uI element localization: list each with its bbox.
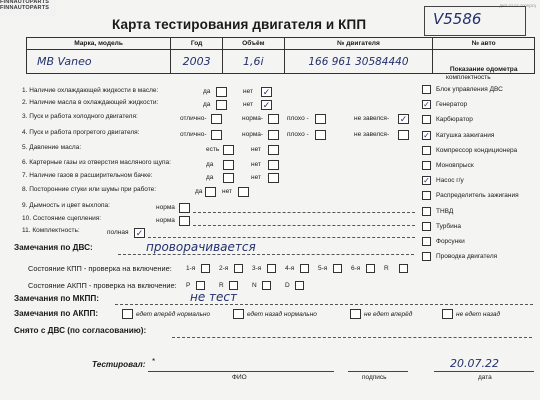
option-label: отлично- xyxy=(180,115,207,122)
question-label: 9. Дымность и цвет выхлопа: xyxy=(22,202,110,209)
gear-checkbox[interactable] xyxy=(267,264,276,273)
akpp-remark-label: едет назад нормально xyxy=(247,311,317,318)
document-code: ДКП-07.07-2009(20) xyxy=(499,3,536,8)
akpp-mode-checkbox[interactable] xyxy=(295,281,304,290)
vehicle-number-box xyxy=(424,6,526,36)
gear-checkbox[interactable] xyxy=(234,264,243,273)
komplekt-item-label: Катушка зажигания xyxy=(436,131,495,139)
option-label: да xyxy=(206,161,214,168)
question-label: 2. Наличие масла в охлаждающей жидкости: xyxy=(22,99,159,106)
option-checkbox[interactable] xyxy=(179,203,190,213)
komplekt-checkbox[interactable] xyxy=(422,207,431,216)
option-label: есть xyxy=(206,146,220,153)
option-checkbox[interactable] xyxy=(238,187,249,197)
value-volume: 1,6i xyxy=(223,50,284,74)
komplekt-checkbox[interactable] xyxy=(422,222,431,231)
komplekt-checkbox[interactable] xyxy=(422,176,431,185)
option-label: да xyxy=(206,174,214,181)
vehicle-header-table xyxy=(26,37,535,74)
value-model: MB Vaneo xyxy=(27,50,171,74)
remarks-engine-handwritten: проворачивается xyxy=(146,240,256,254)
option-label: нет xyxy=(251,146,261,153)
question-label: 8. Посторонние стуки или шумы при работе: xyxy=(22,186,157,193)
akpp-mode-checkbox[interactable] xyxy=(262,281,271,290)
remarks-mkpp-line xyxy=(115,304,533,305)
komplekt-item-label: ТНВД xyxy=(436,207,454,215)
option-label: плохо - xyxy=(287,115,309,122)
option-label: норма xyxy=(156,204,175,211)
date-line xyxy=(434,371,534,372)
remarks-mkpp-handwritten: не тест xyxy=(190,290,238,304)
option-label: да xyxy=(195,188,203,195)
option-label: да xyxy=(203,101,211,108)
option-checkbox[interactable] xyxy=(268,130,279,140)
komplekt-item-label: Проводка двигателя xyxy=(436,253,498,261)
check-mark-icon: ✓ xyxy=(423,100,430,110)
akpp-mode-checkbox[interactable] xyxy=(196,281,205,290)
komplekt-checkbox[interactable] xyxy=(422,131,431,140)
komplekt-checkbox[interactable] xyxy=(422,115,431,124)
answer-line xyxy=(193,225,415,226)
question-label: 3. Пуск и работа холодного двигателя: xyxy=(22,113,138,120)
akpp-remark-label: не едет вперёд xyxy=(364,311,413,318)
company-logo: FINNAUTOPARTS FINNAUTOPARTS xyxy=(0,0,56,16)
option-label: не завелся- xyxy=(354,131,390,138)
form-title: Карта тестирования двигателя и КПП xyxy=(112,17,367,32)
col-header-model: Марка, модель xyxy=(27,38,171,50)
komplekt-checkbox[interactable] xyxy=(422,146,431,155)
gear-label: 2-я xyxy=(219,265,229,272)
fio-label: ФИО xyxy=(232,374,247,381)
option-label: норма- xyxy=(242,115,264,122)
komplekt-checkbox[interactable] xyxy=(422,252,431,261)
option-checkbox[interactable] xyxy=(179,216,190,226)
gear-checkbox[interactable] xyxy=(399,264,408,273)
option-checkbox[interactable] xyxy=(398,114,409,124)
question-label: 7. Наличие газов в расширительном бачке: xyxy=(22,172,153,179)
option-label: да xyxy=(203,88,211,95)
option-label: нет xyxy=(243,88,253,95)
komplekt-item-label: Компрессор кондиционера xyxy=(436,146,518,154)
akpp-remark-checkbox[interactable] xyxy=(350,309,361,319)
gear-label: 5-я xyxy=(318,265,328,272)
removed-from-engine-label: Снято с ДВС (по согласованию): xyxy=(14,326,147,335)
option-label: нет xyxy=(251,161,261,168)
answer-line xyxy=(193,212,415,213)
col-header-odometer: Показание одометра xyxy=(449,66,518,73)
akpp-mode-label: D xyxy=(285,282,290,289)
col-header-vehicle-no: № авто xyxy=(433,38,535,50)
check-mark-icon: ✓ xyxy=(399,114,408,124)
akpp-mode-label: N xyxy=(252,282,257,289)
option-checkbox[interactable] xyxy=(268,160,279,170)
option-checkbox[interactable] xyxy=(211,130,222,140)
akpp-remark-checkbox[interactable] xyxy=(233,309,244,319)
removed-from-engine-line xyxy=(172,337,532,338)
fio-line xyxy=(148,371,334,372)
option-checkbox[interactable] xyxy=(261,100,272,110)
col-header-volume: Объём xyxy=(223,38,284,50)
signature-line xyxy=(348,371,408,372)
komplektnost-title: комплектность xyxy=(446,74,491,81)
option-checkbox[interactable] xyxy=(261,87,272,97)
komplekt-item-label: Распределитель зажигания xyxy=(436,192,519,200)
komplekt-item-label: Насос г/у xyxy=(436,177,464,185)
gear-checkbox[interactable] xyxy=(366,264,375,273)
option-checkbox[interactable] xyxy=(205,187,216,197)
option-checkbox[interactable] xyxy=(223,145,234,155)
gear-label: R xyxy=(384,265,389,272)
check-mark-icon: ✓ xyxy=(135,228,144,238)
option-checkbox[interactable] xyxy=(398,130,409,140)
gear-checkbox[interactable] xyxy=(300,264,309,273)
vehicle-number-handwritten: V5586 xyxy=(433,10,482,28)
option-label: плохо - xyxy=(287,131,309,138)
option-checkbox[interactable] xyxy=(223,173,234,183)
option-checkbox[interactable] xyxy=(315,114,326,124)
option-checkbox[interactable] xyxy=(268,173,279,183)
gear-label: 4-я xyxy=(285,265,295,272)
check-mark-icon: ✓ xyxy=(423,176,430,186)
akpp-mode-label: R xyxy=(219,282,224,289)
option-label: полная xyxy=(107,229,129,236)
option-checkbox[interactable] xyxy=(268,114,279,124)
akpp-label: Состояние АКПП - проверка на включение: xyxy=(28,281,177,290)
akpp-remark-label: не едет назад xyxy=(456,311,501,318)
signature-label: подпись xyxy=(362,374,387,381)
check-mark-icon: ✓ xyxy=(262,100,271,110)
question-label: 10. Состояние сцепления: xyxy=(22,215,102,222)
option-checkbox[interactable] xyxy=(216,100,227,110)
option-label: нет xyxy=(243,101,253,108)
option-checkbox[interactable] xyxy=(211,114,222,124)
footer-star: * xyxy=(152,357,156,366)
akpp-mode-checkbox[interactable] xyxy=(229,281,238,290)
akpp-remark-checkbox[interactable] xyxy=(122,309,133,319)
gear-checkbox[interactable] xyxy=(201,264,210,273)
odometer-cell xyxy=(433,50,535,74)
option-checkbox[interactable] xyxy=(223,160,234,170)
komplekt-item-label: Блок управления ДВС xyxy=(436,86,503,93)
question-label: 1. Наличие охлаждающей жидкости в масле: xyxy=(22,87,159,94)
date-label: дата xyxy=(478,374,492,381)
gear-label: 3-я xyxy=(252,265,262,272)
komplekt-item-label: Моновпрыск xyxy=(436,162,474,169)
option-label: нет xyxy=(251,174,261,181)
remarks-mkpp-label: Замечания по МКПП: xyxy=(14,294,99,303)
komplekt-item-label: Генератор xyxy=(436,101,468,109)
question-label: 11. Комплектность: xyxy=(22,227,80,234)
komplekt-item-label: Карбюратор xyxy=(436,116,473,124)
option-label: норма xyxy=(156,217,175,224)
col-header-engine-no: № двигателя xyxy=(284,38,433,50)
option-checkbox[interactable] xyxy=(268,145,279,155)
check-mark-icon: ✓ xyxy=(423,130,430,140)
option-checkbox[interactable] xyxy=(134,228,145,238)
komplekt-item-label: Турбина xyxy=(436,222,461,230)
komplekt-checkbox[interactable] xyxy=(422,100,431,109)
gear-checkbox[interactable] xyxy=(333,264,342,273)
value-year: 2003 xyxy=(171,50,223,74)
option-checkbox[interactable] xyxy=(216,87,227,97)
akpp-remark-checkbox[interactable] xyxy=(442,309,453,319)
value-engine-no: 166 961 30584440 xyxy=(284,50,433,74)
komplekt-checkbox[interactable] xyxy=(422,85,431,94)
komplekt-item-label: Форсунки xyxy=(436,238,465,245)
kpp-label: Состояние КПП - проверка на включение: xyxy=(28,264,172,273)
answer-line xyxy=(148,237,415,238)
question-label: 6. Картерные газы из отверстия масляного щупа: xyxy=(22,159,171,166)
option-label: отлично- xyxy=(180,131,207,138)
akpp-remark-label: едет вперёд нормально xyxy=(136,311,211,318)
remarks-engine-label: Замечания по ДВС: xyxy=(14,243,93,252)
gear-label: 1-я xyxy=(186,265,196,272)
komplekt-checkbox[interactable] xyxy=(422,237,431,246)
question-label: 5. Давление масла: xyxy=(22,144,82,151)
option-label: нет xyxy=(222,188,232,195)
col-header-year: Год xyxy=(171,38,223,50)
akpp-mode-label: P xyxy=(186,282,191,289)
remarks-engine-line xyxy=(118,254,414,255)
option-label: не завелся- xyxy=(354,115,390,122)
date-handwritten: 20.07.22 xyxy=(450,357,499,370)
option-label: норма- xyxy=(242,131,264,138)
question-label: 4. Пуск и работа прогретого двигателя: xyxy=(22,129,140,136)
gear-label: 6-я xyxy=(351,265,361,272)
tested-by-label: Тестировал: xyxy=(92,360,146,369)
check-mark-icon: ✓ xyxy=(262,87,271,97)
remarks-akpp-label: Замечания по АКПП: xyxy=(14,309,99,318)
komplekt-checkbox[interactable] xyxy=(422,161,431,170)
komplekt-checkbox[interactable] xyxy=(422,191,431,200)
option-checkbox[interactable] xyxy=(315,130,326,140)
